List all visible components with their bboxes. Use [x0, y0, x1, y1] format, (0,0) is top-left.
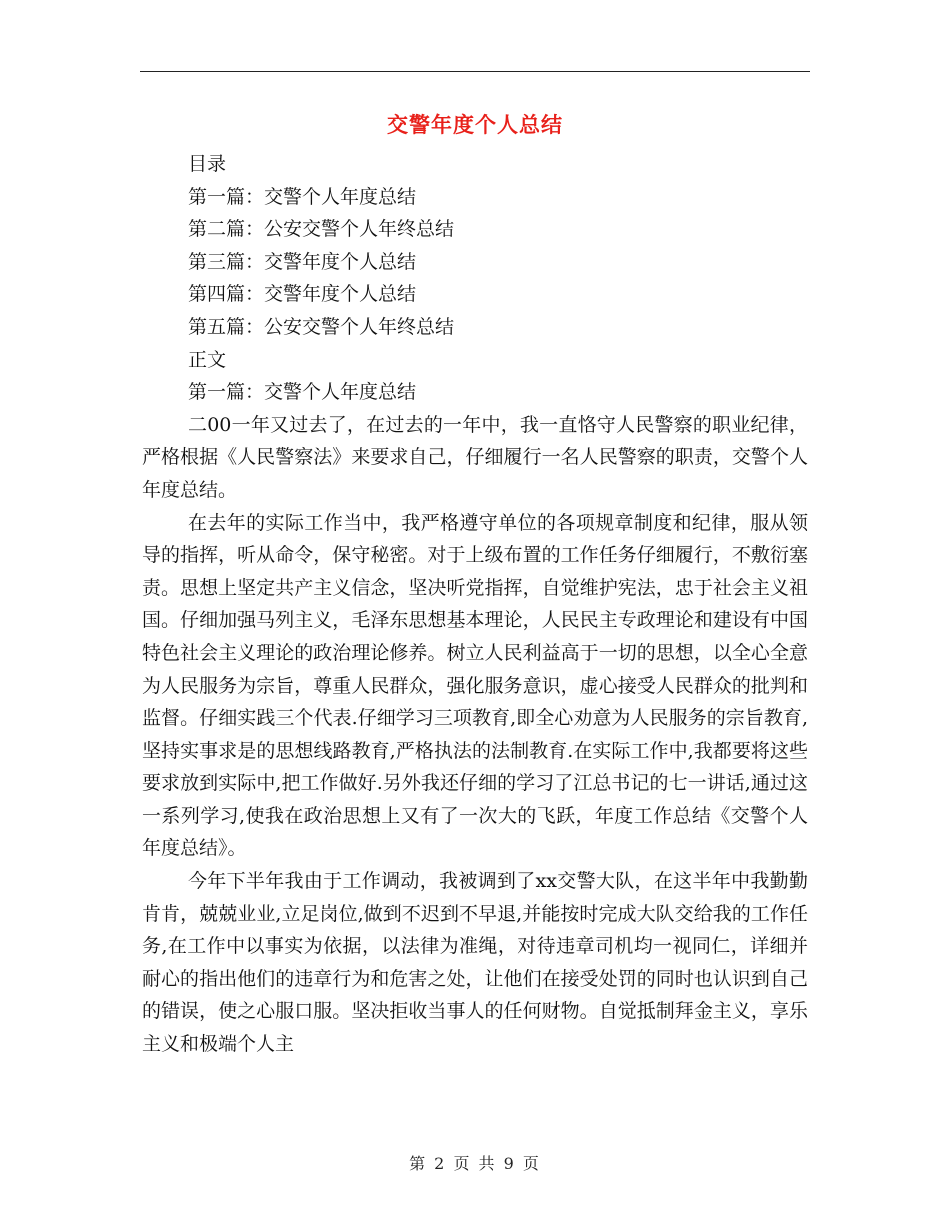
paragraph-1: 二00一年又过去了，在过去的一年中，我一直恪守人民警察的职业纪律，严格根据《人民警察法》来要求自己，仔细履行一名人民警察的职责，交警个人年度总结。 — [142, 413, 808, 501]
document-title: 交警年度个人总结 — [387, 113, 563, 137]
chapter-title: 第一篇：交警个人年度总结 — [188, 381, 417, 404]
paragraph-3: 今年下半年我由于工作调动，我被调到了xx交警大队，在这半年中我勤勤肯肯，兢兢业业,立足岗位,做到不迟到不早退,并能按时完成大队交给我的工作任务,在工作中以事实为依据，以法律为准绳，对待违章司机均一视同仁，详细并耐心的指出他们的违章行为和危害之处，让他们在接受处罚的同时也认识到自己的错误，使之心服口服。坚决拒收当事人的任何财物。自觉抵制拜金主义，享乐主义和极端个人主 — [142, 870, 808, 1056]
toc-item-5: 第五篇：公安交警个人年终总结 — [188, 315, 455, 338]
toc-item-3: 第三篇：交警年度个人总结 — [188, 250, 417, 273]
body-heading: 正文 — [188, 348, 227, 371]
toc-item-1: 第一篇：交警个人年度总结 — [188, 185, 417, 208]
page-number-footer: 第 2 页 共 9 页 — [409, 1154, 541, 1173]
toc-item-4: 第四篇：交警年度个人总结 — [188, 283, 417, 306]
document-body — [142, 148, 808, 1061]
toc-heading: 目录 — [188, 153, 227, 175]
header-rule — [140, 71, 810, 72]
toc-item-2: 第二篇：公安交警个人年终总结 — [188, 218, 455, 241]
paragraph-2: 在去年的实际工作当中，我严格遵守单位的各项规章制度和纪律，服从领导的指挥，听从命令，保守秘密。对于上级布置的工作任务仔细履行，不敷衍塞责。思想上坚定共产主义信念，坚决听党指挥，自觉维护宪法，忠于社会主义祖国。仔细加强马列主义，毛泽东思想基本理论，人民民主专政理论和建设有中国特色社会主义理论的政治理论修养。树立人民利益高于一切的思想，以全心全意为人民服务为宗旨，尊重人民群众，强化服务意识，虚心接受人民群众的批判和监督。仔细实践三个代表.仔细学习三项教育,即全心劝意为人民服务的宗旨教育,坚持实事求是的思想线路教育,严格执法的法制教育.在实际工作中,我都要将这些要求放到实际中,把工作做好.另外我还仔细的学习了江总书记的七一讲话,通过这一系列学习,使我在政治思想上又有了一次大的飞跃，年度工作总结《交警个人年度总结》。 — [142, 511, 808, 860]
